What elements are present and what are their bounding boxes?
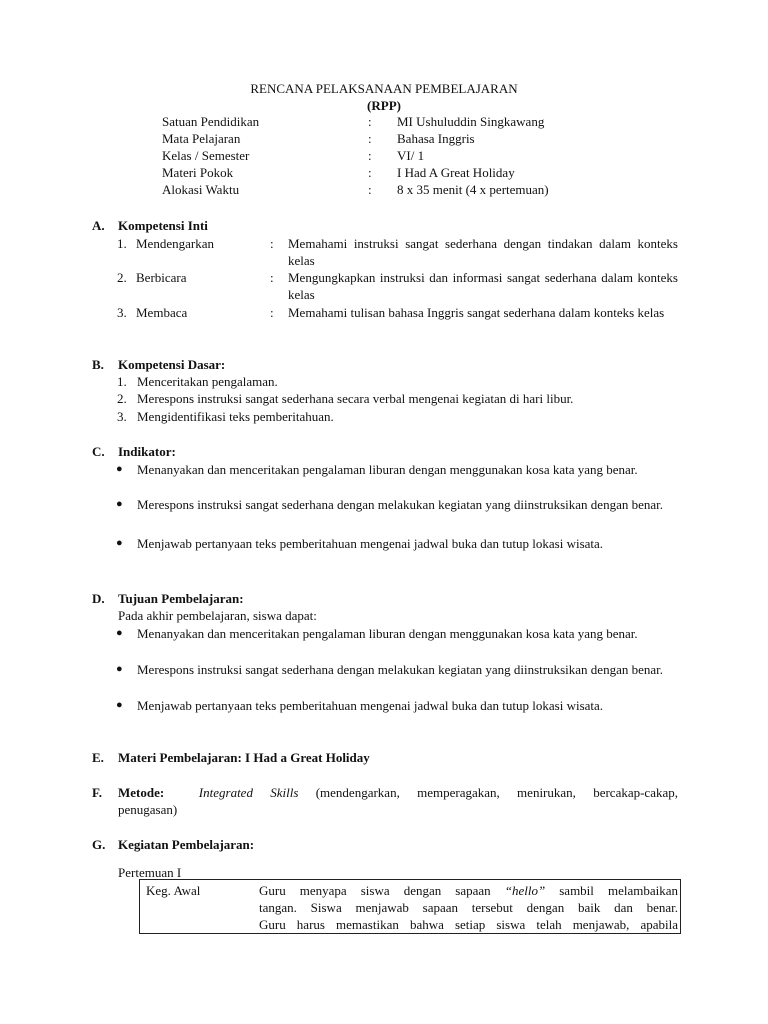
ki-label: Membaca	[136, 305, 188, 320]
ki-colon: :	[270, 236, 274, 251]
section-b-letter: B.	[92, 357, 104, 372]
ki-colon: :	[270, 270, 274, 285]
objective-text: Merespons instruksi sangat sederhana dengan melakukan kegiatan yang diinstruksikan dengan benar.	[137, 662, 663, 677]
identity-colon: :	[368, 165, 372, 180]
ki-text: Memahami instruksi sangat sederhana dengan tindakan dalam konteks kelas	[288, 236, 678, 268]
section-g-letter: G.	[92, 837, 106, 852]
bullet-icon: ●	[116, 537, 123, 549]
identity-label: Satuan Pendidikan	[162, 114, 260, 129]
identity-label: Kelas / Semester	[162, 148, 250, 163]
bullet-icon: ●	[116, 663, 123, 675]
ki-number: 2.	[117, 270, 127, 285]
bullet-icon: ●	[116, 627, 123, 639]
section-a-heading: Kompetensi Inti	[118, 218, 208, 233]
kd-text: Mengidentifikasi teks pemberitahuan.	[137, 409, 334, 424]
bullet-icon: ●	[116, 699, 123, 711]
objective-intro: Pada akhir pembelajaran, siswa dapat:	[118, 608, 317, 623]
section-a-letter: A.	[92, 218, 105, 233]
section-c-heading: Indikator:	[118, 444, 176, 459]
ki-number: 3.	[117, 305, 127, 320]
identity-label: Mata Pelajaran	[162, 131, 241, 146]
identity-value: VI/ 1	[397, 148, 425, 163]
document-title: RENCANA PELAKSANAAN PEMBELAJARAN	[250, 81, 518, 96]
identity-value: I Had A Great Holiday	[397, 165, 515, 180]
section-d-letter: D.	[92, 591, 105, 606]
section-c-letter: C.	[92, 444, 105, 459]
identity-colon: :	[368, 131, 372, 146]
method-italic: Integrated Skills	[198, 785, 299, 800]
identity-label: Materi Pokok	[162, 165, 234, 180]
activity-line-1	[259, 882, 678, 899]
kd-number: 1.	[117, 374, 127, 389]
ki-text: Mengungkapkan instruksi dan informasi sangat sederhana dalam konteks kelas	[288, 270, 678, 302]
section-e-letter: E.	[92, 750, 104, 765]
ki-label: Berbicara	[136, 270, 187, 285]
ki-text: Memahami tulisan bahasa Inggris sangat sederhana dalam konteks kelas	[288, 305, 665, 320]
activity-row-label: Keg. Awal	[146, 883, 201, 898]
identity-colon: :	[368, 148, 372, 163]
activity-line-3: Guru harus memastikan bahwa setiap siswa telah menjawab, apabila	[259, 917, 678, 932]
ki-label: Mendengarkan	[136, 236, 214, 251]
method-line-2: penugasan)	[118, 802, 178, 817]
section-f-letter: F.	[92, 785, 102, 800]
document-subtitle: (RPP)	[367, 98, 401, 113]
identity-colon: :	[368, 182, 372, 197]
bullet-icon: ●	[116, 463, 123, 475]
method-line	[118, 784, 678, 801]
activity-quote: “hello”	[504, 883, 546, 898]
indicator-text: Menanyakan dan menceritakan pengalaman liburan dengan menggunakan kosa kata yang benar.	[137, 462, 638, 477]
kd-text: Menceritakan pengalaman.	[137, 374, 278, 389]
method-rest: (mendengarkan, memperagakan, menirukan, bercakap-cakap,	[315, 785, 678, 800]
section-e-heading: Materi Pembelajaran: I Had a Great Holiday	[118, 750, 370, 765]
identity-label: Alokasi Waktu	[162, 182, 240, 197]
ki-colon: :	[270, 305, 274, 320]
activity-line-1-post: sambil melambaikan	[545, 883, 678, 898]
meeting-label: Pertemuan I	[118, 865, 182, 880]
identity-value: 8 x 35 menit (4 x pertemuan)	[397, 182, 549, 197]
bullet-icon: ●	[116, 498, 123, 510]
section-d-heading: Tujuan Pembelajaran:	[118, 591, 244, 606]
activity-line-1-pre: Guru menyapa siswa dengan sapaan	[259, 883, 505, 898]
objective-text: Menjawab pertanyaan teks pemberitahuan mengenai jadwal buka dan tutup lokasi wisata.	[137, 698, 604, 713]
identity-value: MI Ushuluddin Singkawang	[397, 114, 545, 129]
indicator-text: Menjawab pertanyaan teks pemberitahuan mengenai jadwal buka dan tutup lokasi wisata.	[137, 536, 604, 551]
section-f-heading: Metode:	[118, 785, 165, 800]
kd-text: Merespons instruksi sangat sederhana secara verbal mengenai kegiatan di hari libur.	[137, 391, 574, 406]
identity-value: Bahasa Inggris	[397, 131, 475, 146]
indicator-text: Merespons instruksi sangat sederhana dengan melakukan kegiatan yang diinstruksikan dengan benar.	[137, 497, 663, 512]
ki-number: 1.	[117, 236, 127, 251]
kd-number: 3.	[117, 409, 127, 424]
section-g-heading: Kegiatan Pembelajaran:	[118, 837, 255, 852]
objective-text: Menanyakan dan menceritakan pengalaman liburan dengan menggunakan kosa kata yang benar.	[137, 626, 638, 641]
identity-colon: :	[368, 114, 372, 129]
kd-number: 2.	[117, 391, 127, 406]
activity-line-2: tangan. Siswa menjawab sapaan tersebut dengan baik dan benar.	[259, 900, 678, 915]
section-b-heading: Kompetensi Dasar:	[118, 357, 226, 372]
